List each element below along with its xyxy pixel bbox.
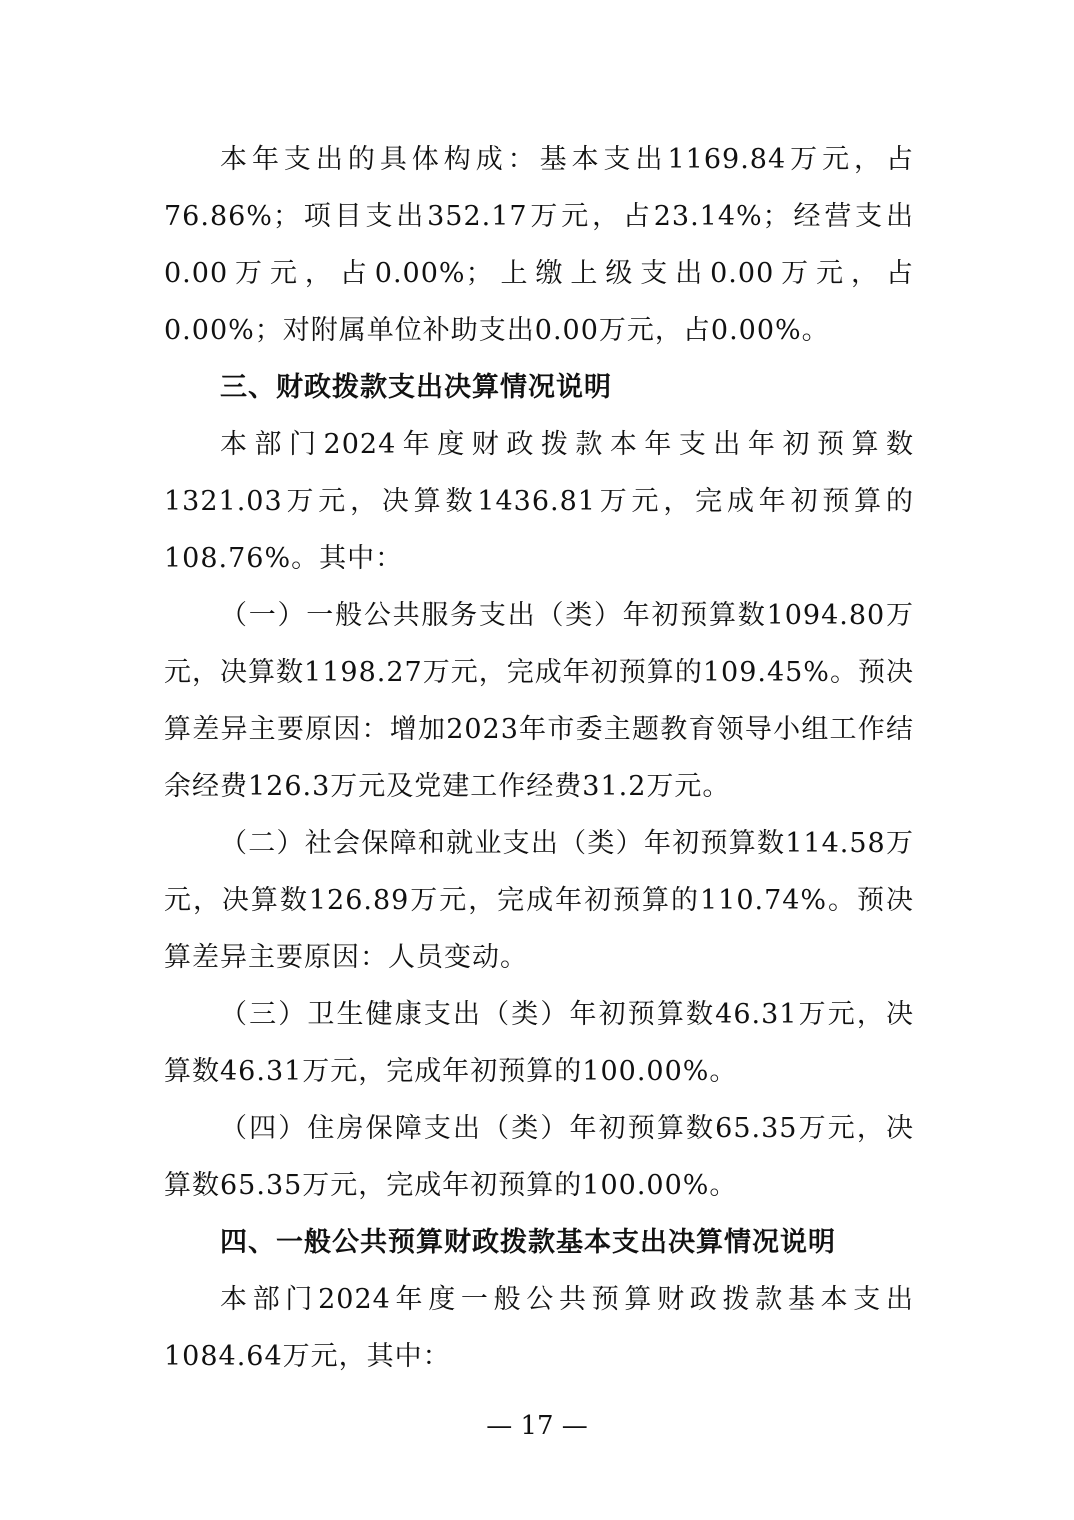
section-heading-4: 四、一般公共预算财政拨款基本支出决算情况说明 xyxy=(220,1227,836,1258)
paragraph-basic-expenditure: 本部门2024年度一般公共预算财政拨款基本支出1084.64万元，其中： xyxy=(164,1284,914,1372)
section-heading-3: 三、财政拨款支出决算情况说明 xyxy=(220,372,612,403)
paragraph-appropriation-summary: 本部门2024年度财政拨款本年支出年初预算数1321.03万元，决算数1436.81万元，完成年初预算的108.76%。其中： xyxy=(164,429,914,574)
paragraph-housing: （四）住房保障支出（类）年初预算数65.35万元，决算数65.35万元，完成年初预算的100.00%。 xyxy=(164,1113,914,1201)
paragraph-social-security: （二）社会保障和就业支出（类）年初预算数114.58万元，决算数126.89万元，完成年初预算的110.74%。预决算差异主要原因：人员变动。 xyxy=(164,828,914,973)
paragraph-expenditure-composition: 本年支出的具体构成：基本支出1169.84万元，占76.86%；项目支出352.17万元，占23.14%；经营支出0.00万元，占0.00%；上缴上级支出0.00万元，占0.00%；对附属单位补助支出0.00万元，占0.00%。 xyxy=(164,144,914,346)
paragraph-health: （三）卫生健康支出（类）年初预算数46.31万元，决算数46.31万元，完成年初预算的100.00%。 xyxy=(164,999,914,1087)
body-text xyxy=(164,131,914,1385)
paragraph-general-public-services: （一）一般公共服务支出（类）年初预算数1094.80万元，决算数1198.27万元，完成年初预算的109.45%。预决算差异主要原因：增加2023年市委主题教育领导小组工作结余经费126.3万元及党建工作经费31.2万元。 xyxy=(164,600,914,802)
page-number: — 17 — xyxy=(486,1411,588,1441)
